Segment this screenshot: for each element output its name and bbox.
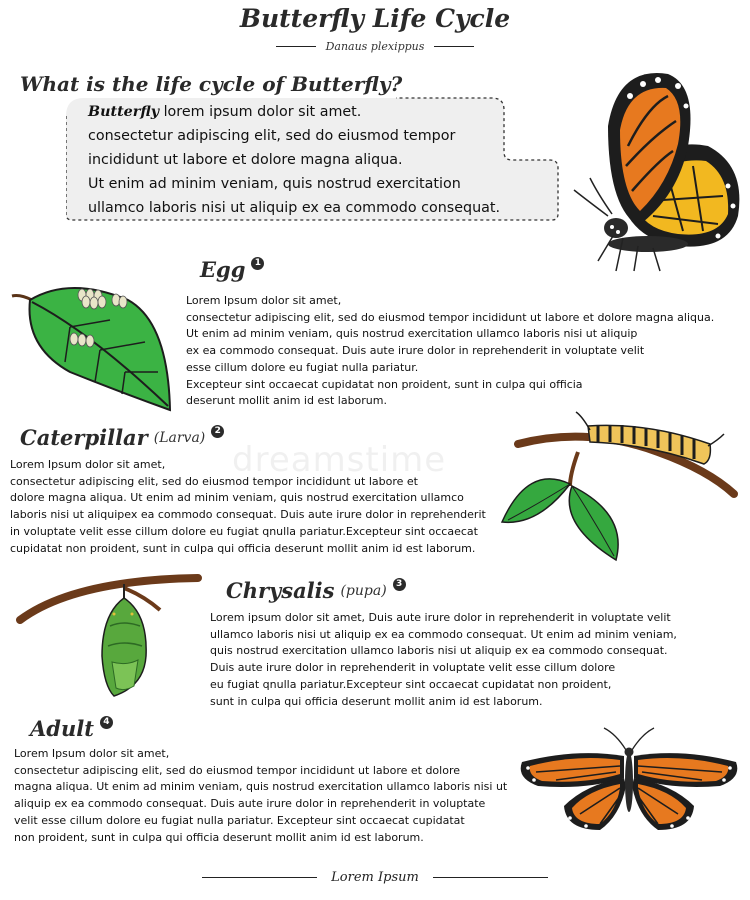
egg-leaf-illustration [10, 282, 175, 412]
egg-title: Egg [200, 257, 246, 282]
adult-heading [30, 716, 113, 741]
page-subtitle: Danaus plexippus [325, 40, 425, 53]
caterpillar-description [10, 457, 486, 557]
caterpillar-heading [20, 425, 224, 450]
chrysalis-line: eu fugiat qnulla pariatur.Excepteur sint occaecat cupidatat non proident, [210, 677, 612, 691]
egg-description [186, 293, 714, 410]
caterpillar-title: Caterpillar [20, 425, 148, 450]
caterpillar-line: in voluptate velit esse cillum dolore eu fugiat qnulla pariatur.Excepteur sint occaecat [10, 524, 478, 538]
chrysalis-line: sunt in culpa qui officia deserunt mollit anim id est laborum. [210, 694, 543, 708]
egg-line: esse cillum dolore eu fugiat nulla pariatur. [186, 360, 419, 374]
chrysalis-description [210, 610, 677, 710]
chrysalis-branch-illustration [14, 566, 204, 701]
egg-line: consectetur adipiscing elit, sed do eiusmod tempor incididunt ut labore et dolore magna aliqua. [186, 310, 715, 324]
adult-line: aliquip ex ea commodo consequat. Duis aute irure dolor in reprehenderit in voluptate [14, 797, 486, 811]
step-number-badge: 2 [211, 425, 224, 438]
caterpillar-branch-illustration [498, 404, 742, 564]
divider [433, 877, 548, 878]
chrysalis-title: Chrysalis [226, 578, 335, 603]
footer [0, 870, 750, 885]
egg-line: ex ea commodo consequat. Duis aute irure dolor in reprehenderit in voluptate velit [186, 344, 645, 358]
adult-line: velit esse cillum dolore eu fugiat nulla pariatur. Excepteur sint occaecat cupidatat [14, 813, 465, 827]
egg-line: Ut enim ad minim veniam, quis nostrud exercitation ullamco laboris nisi ut aliquip [186, 327, 638, 341]
subtitle-row [0, 40, 750, 53]
adult-line: Lorem Ipsum dolor sit amet, [14, 747, 170, 760]
caterpillar-subtitle: (Larva) [153, 430, 206, 446]
intro-bold-word: Butterfly [88, 104, 160, 120]
adult-line: non proident, sunt in culpa qui officia deserunt mollit anim id est laborum. [14, 830, 424, 844]
caterpillar-line: Lorem Ipsum dolor sit amet, [10, 458, 166, 471]
footer-text: Lorem Ipsum [331, 870, 419, 885]
adult-description [14, 746, 507, 846]
egg-line: Lorem Ipsum dolor sit amet, [186, 294, 342, 307]
page-title: Butterfly Life Cycle [239, 4, 511, 33]
watermark: dreamstime [232, 440, 447, 480]
chrysalis-line: ullamco laboris nisi ut aliquip ex ea commodo consequat. Ut enim ad minim veniam, [210, 627, 677, 641]
monarch-side-illustration [568, 66, 748, 281]
chrysalis-line: Duis aute irure dolor in reprehenderit in voluptate velit esse cillum dolore [210, 661, 616, 675]
egg-line: Excepteur sint occaecat cupidatat non proident, sunt in culpa qui officia [186, 377, 583, 391]
caterpillar-line: laboris nisi ut aliquipex ea commodo consequat. Duis aute irure dolor in reprehenderit [10, 508, 486, 522]
divider [202, 877, 317, 878]
chrysalis-line: Lorem ipsum dolor sit amet, Duis aute irure dolor in reprehenderit in voluptate velit [210, 611, 671, 624]
chrysalis-line: quis nostrud exercitation ullamco laboris nisi ut aliquip ex ea commodo consequat. [210, 644, 668, 658]
adult-line: consectetur adipiscing elit, sed do eiusmod tempor incididunt ut labore et dolore [14, 763, 460, 777]
divider [434, 46, 474, 47]
caterpillar-line: dolore magna aliqua. Ut enim ad minim veniam, quis nostrud exercitation ullamco [10, 491, 464, 505]
divider [276, 46, 316, 47]
caterpillar-line: consectetur adipiscing elit, sed do eiusmod tempor incididunt ut labore et [10, 474, 418, 488]
intro-line: Ut enim ad minim veniam, quis nostrud exercitation [88, 176, 461, 192]
intro-line: ullamco laboris nisi ut aliquip ex ea commodo consequat. [88, 200, 501, 216]
step-number-badge: 3 [393, 578, 406, 591]
intro-line: incididunt ut labore et dolore magna aliqua. [88, 152, 403, 168]
intro-line: consectetur adipiscing elit, sed do eiusmod tempor [88, 128, 456, 144]
adult-title: Adult [30, 716, 94, 741]
adult-line: magna aliqua. Ut enim ad minim veniam, quis nostrud exercitation ullamco laboris nisi ut [14, 780, 508, 794]
intro-text [88, 100, 558, 220]
monarch-open-wings-illustration [516, 726, 742, 836]
egg-heading [200, 257, 264, 282]
chrysalis-heading [226, 578, 406, 603]
step-number-badge: 1 [251, 257, 264, 270]
egg-line: deserunt mollit anim id est laborum. [186, 394, 387, 408]
chrysalis-subtitle: (pupa) [340, 583, 387, 599]
caterpillar-line: cupidatat non proident, sunt in culpa qui officia deserunt mollit anim id est laborum. [10, 541, 476, 555]
intro-question: What is the life cycle of Butterfly? [20, 72, 403, 96]
step-number-badge: 4 [100, 716, 113, 729]
intro-line: lorem ipsum dolor sit amet. [159, 104, 362, 120]
